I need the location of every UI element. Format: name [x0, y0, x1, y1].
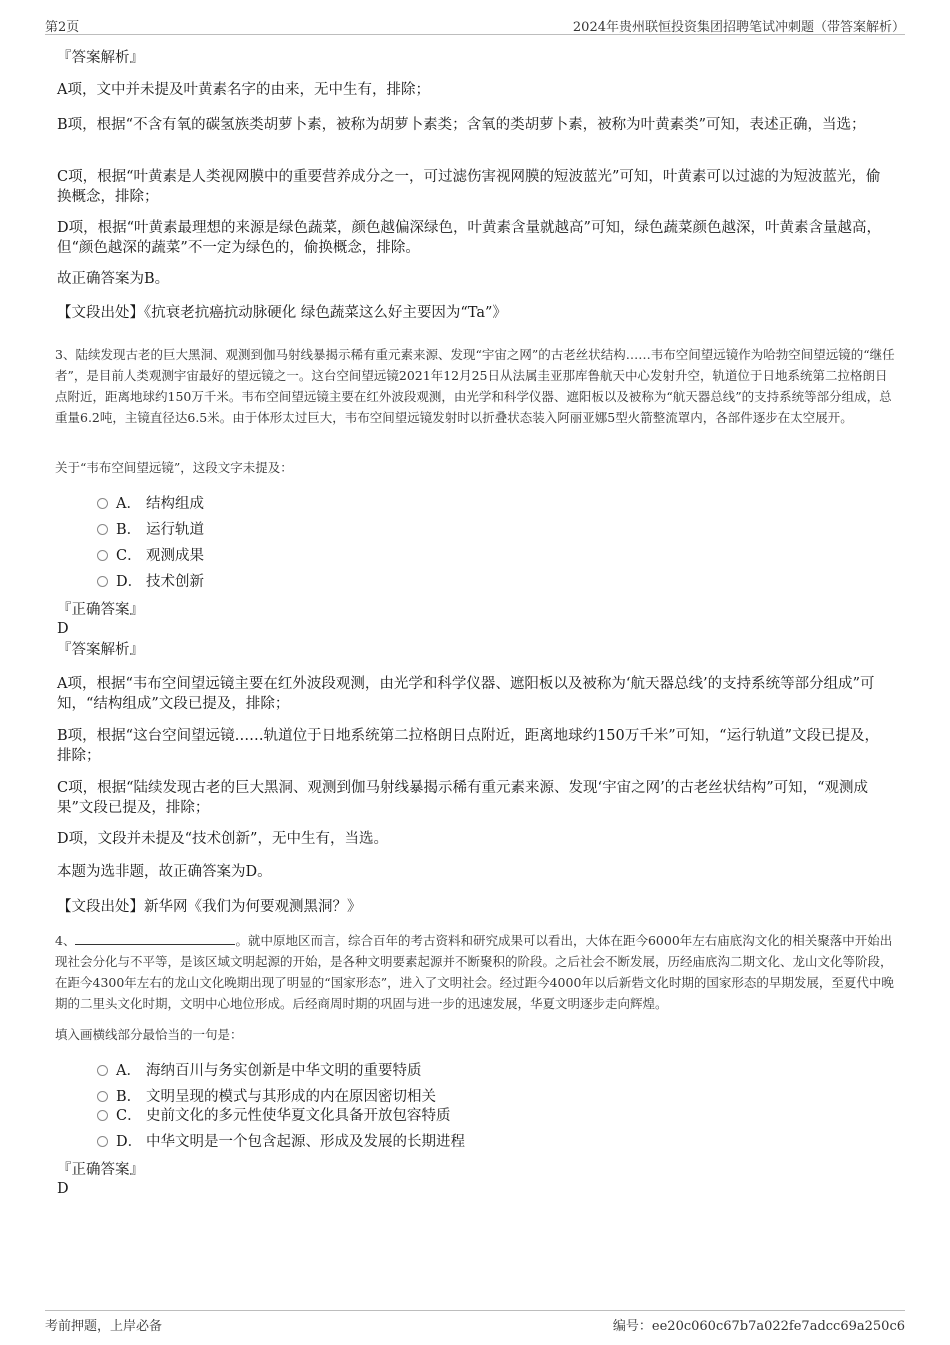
radio-icon[interactable] [97, 1110, 108, 1121]
radio-icon[interactable] [97, 576, 108, 587]
q3-analysis-d: D项，文段并未提及“技术创新”，无中生有，当选。 [57, 831, 388, 847]
q2-analysis-d: D项，根据“叶黄素最理想的来源是绿色蔬菜，颜色越偏深绿色，叶黄素含量就越高”可知，绿色蔬菜颜色越深，叶黄素含量越高，但“颜色越深的蔬菜”不一定为绿色的，偷换概念，排除。 [57, 220, 881, 256]
q4-question: 填入画横线部分最恰当的一句是： [55, 1027, 243, 1042]
q3-answer-title: 『正确答案』 [57, 602, 144, 618]
radio-icon[interactable] [97, 1091, 108, 1102]
q3-analysis-a: A项，根据“韦布空间望远镜主要在红外波段观测，由光学和科学仪器、遮阳板以及被称为‘航天器总线’的支持系统等部分组成”可知，“结构组成”文段已提及，排除； [57, 676, 875, 712]
q4-option-a[interactable]: A． 海纳百川与务实创新是中华文明的重要特质 [97, 1061, 422, 1081]
document-title: 2024年贵州联恒投资集团招聘笔试冲刺题（带答案解析） [572, 20, 905, 35]
q2-conclusion: 故正确答案为B。 [57, 271, 170, 287]
q2-analysis-a: A项，文中并未提及叶黄素名字的由来，无中生有，排除； [57, 82, 430, 98]
radio-icon[interactable] [97, 550, 108, 561]
q2-analysis-c: C项，根据“叶黄素是人类视网膜中的重要营养成分之一，可过滤伤害视网膜的短波蓝光”可知，叶黄素可以过滤的为短波蓝光，偷换概念，排除； [57, 169, 881, 205]
radio-icon[interactable] [97, 1065, 108, 1076]
q3-passage: 3、陆续发现古老的巨大黑洞、观测到伽马射线暴揭示稀有重元素来源、发现“宇宙之网”的古老丝状结构……韦布空间望远镜作为哈勃空间望远镜的“继任者”，是目前人类观测宇宙最好的望远镜之一。这台空间望远镜2021年12月25日从法属圭亚那库鲁航天中心发射升空，轨道位于日地系统第二拉格朗日点附近，距离地球约150万千米。韦布空间望远镜主要在红外波段观测，由光学和科学仪器、遮阳板以及被称为“航天器总线”的支持系统等部分组成，总重量6.2吨，主镜直径达6.5米。由于体形太过巨大，韦布空间望远镜发射时以折叠状态装入阿丽亚娜5型火箭整流罩内，各部件逐步在太空展开。 [55, 347, 895, 425]
q2-analysis-title: 『答案解析』 [57, 50, 144, 66]
q4-answer: D [57, 1181, 69, 1197]
q4-option-d[interactable]: D． 中华文明是一个包含起源、形成及发展的长期进程 [97, 1132, 465, 1152]
document-code: 编号：ee20c060c67b7a022fe7adcc69a250c6 [612, 1319, 905, 1334]
q3-answer: D [57, 621, 69, 637]
q3-option-d[interactable]: D． 技术创新 [97, 572, 204, 592]
page-footer [45, 1310, 905, 1333]
q4-answer-title: 『正确答案』 [57, 1162, 144, 1178]
page-number: 第2页 [45, 20, 80, 35]
q3-source: 【文段出处】新华网《我们为何要观测黑洞？》 [57, 899, 362, 915]
page-header [45, 14, 905, 35]
q3-question: 关于“韦布空间望远镜”，这段文字未提及： [55, 460, 293, 475]
radio-icon[interactable] [97, 524, 108, 535]
q2-source: 【文段出处】《抗衰老抗癌抗动脉硬化 绿色蔬菜这么好主要因为“Ta”》 [57, 305, 507, 321]
q3-option-b[interactable]: B． 运行轨道 [97, 520, 204, 540]
q4-passage: 4、 。就中原地区而言，综合百年的考古资料和研究成果可以看出，大体在距今6000年左右庙底沟文化的相关聚落中开始出现社会分化与不平等，是该区域文明起源的开始，是各种文明要素起源并不断聚积的阶段。之后社会不断发展，历经庙底沟二期文化、龙山文化等阶段，在距今4300年左右的龙山文化晚期出现了明显的“国家形态”，进入了文明社会。经过距今4000年以后新砦文化时期的国家形态的早期发展，至夏代中晚期的二里头文化时期，文明中心地位形成。后经商周时期的巩固与进一步的迅速发展，华夏文明逐步走向辉煌。 [55, 933, 894, 1011]
q3-analysis-title: 『答案解析』 [57, 642, 144, 658]
footer-slogan: 考前押题，上岸必备 [45, 1319, 163, 1334]
fill-in-blank [75, 932, 235, 945]
q3-option-a[interactable]: A． 结构组成 [97, 494, 204, 514]
q3-analysis-b: B项，根据“这台空间望远镜……轨道位于日地系统第二拉格朗日点附近，距离地球约150万千米”可知，“运行轨道”文段已提及，排除； [57, 728, 879, 764]
q4-option-c[interactable]: C． 史前文化的多元性使华夏文化具备开放包容特质 [97, 1106, 451, 1126]
q3-conclusion: 本题为选非题，故正确答案为D。 [57, 864, 272, 880]
q3-analysis-c: C项，根据“陆续发现古老的巨大黑洞、观测到伽马射线暴揭示稀有重元素来源、发现‘宇宙之网’的古老丝状结构”可知，“观测成果”文段已提及，排除； [57, 780, 869, 816]
radio-icon[interactable] [97, 1136, 108, 1147]
q4-option-b[interactable]: B． 文明呈现的模式与其形成的内在原因密切相关 [97, 1087, 436, 1107]
q2-analysis-b: B项，根据“不含有氧的碳氢族类胡萝卜素，被称为胡萝卜素类；含氧的类胡萝卜素，被称为叶黄素类”可知，表述正确，当选； [57, 117, 866, 133]
q3-option-c[interactable]: C． 观测成果 [97, 546, 204, 566]
radio-icon[interactable] [97, 498, 108, 509]
